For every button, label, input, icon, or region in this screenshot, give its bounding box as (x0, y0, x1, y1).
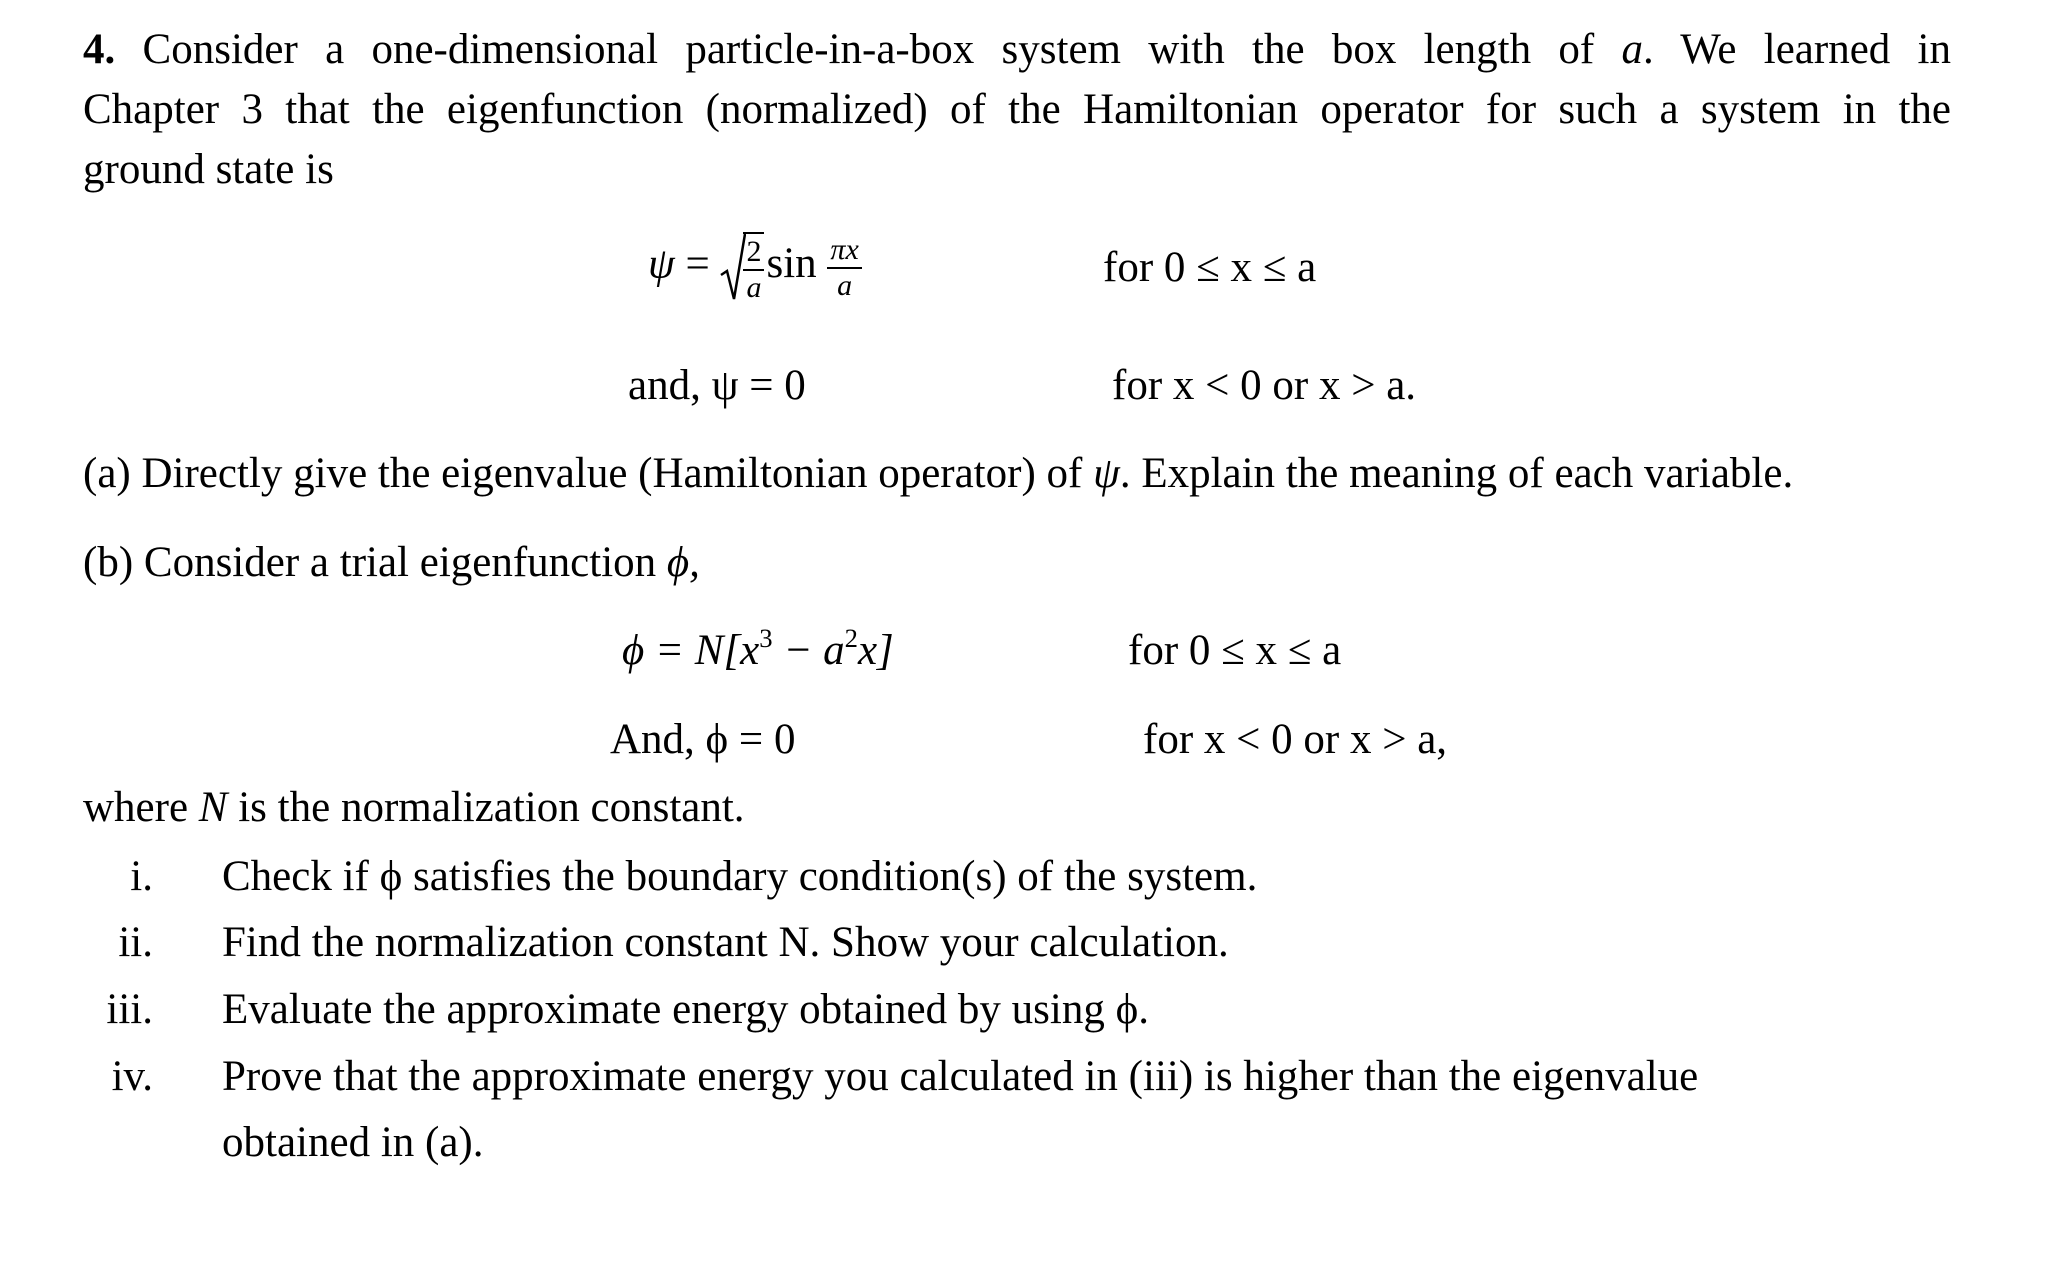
phi-symbol: ϕ, (666, 539, 700, 586)
equation-psi-condition: for 0 ≤ x ≤ a (1103, 244, 1317, 291)
problem-number: 4. (83, 26, 116, 73)
sin-function: sin (766, 240, 817, 288)
equation-psi (648, 232, 862, 303)
equation-phi-zero: And, ϕ = 0 (610, 716, 796, 763)
sqrt-expression (720, 232, 764, 303)
intro-line-1 (83, 28, 1951, 71)
where-line: where N is the normalization constant. (83, 784, 745, 831)
part-b-label: (b) (83, 539, 134, 586)
equation-phi-zero-condition: for x < 0 or x > a, (1143, 716, 1448, 763)
item-iv-continuation: obtained in (a). (222, 1119, 484, 1166)
part-a: (a) Directly give the eigenvalue (Hamiltonian operator) of ψ. Explain the meaning of each variable. (83, 450, 1794, 497)
item-iv-number: iv. (111, 1053, 153, 1100)
intro-tail: . We learned in (1642, 26, 1952, 73)
part-b: (b) Consider a trial eigenfunction ϕ, (83, 539, 700, 586)
part-a-label: (a) (83, 450, 131, 497)
n-variable: N (198, 784, 228, 831)
equation-phi-condition: for 0 ≤ x ≤ a (1128, 627, 1342, 674)
psi-symbol: ψ (1093, 450, 1120, 497)
equals-sign: = (685, 240, 710, 288)
sqrt-fraction: $\frac{2}{a}$ (743, 236, 764, 303)
item-ii-number: ii. (118, 919, 153, 966)
equation-phi: $\phi = N[x^3 - a^2x]$ (622, 623, 894, 674)
equation-psi-zero: and, ψ = 0 (628, 362, 806, 409)
item-iii-number: iii. (106, 986, 153, 1033)
item-i-text: Check if ϕ satisfies the boundary condition(s) of the system. (222, 853, 1258, 900)
box-length-var: a (1621, 26, 1643, 73)
psi-symbol: ψ (648, 240, 675, 288)
sin-argument-fraction: $\frac{\pi x}{a}$ (827, 234, 861, 301)
item-ii-text: Find the normalization constant N. Show your calculation. (222, 919, 1229, 966)
intro-line-2: Chapter 3 that the eigenfunction (normalized) of the Hamiltonian operator for such a system in the (83, 86, 1951, 133)
item-i-number: i. (130, 853, 153, 900)
equation-psi-zero-condition: for x < 0 or x > a. (1112, 362, 1417, 409)
intro-line-3: ground state is (83, 146, 334, 193)
item-iii-text: Evaluate the approximate energy obtained by using ϕ. (222, 986, 1149, 1033)
item-iv-text: Prove that the approximate energy you calculated in (iii) is higher than the eigenvalue (222, 1053, 1699, 1100)
intro-text: Consider a one-dimensional particle-in-a-box system with the box length of (142, 26, 1595, 73)
